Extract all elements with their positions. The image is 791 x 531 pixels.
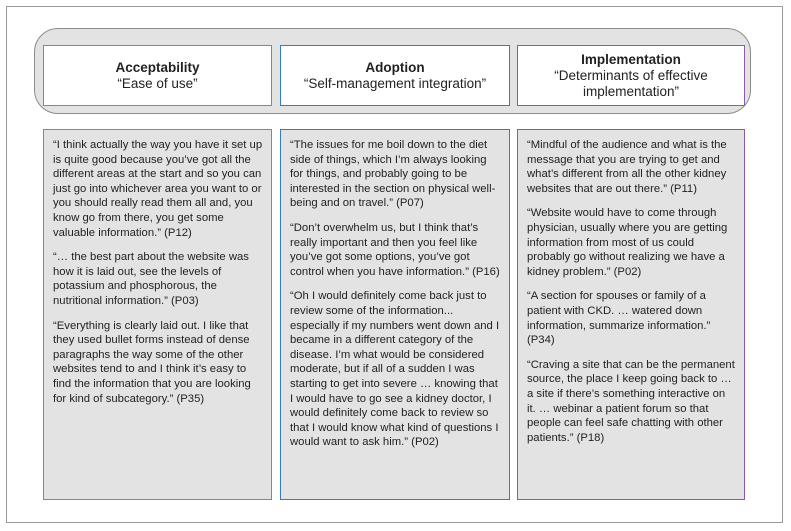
quote: “Website would have to come through physician, usually where you are getting information from most of us could probably go without realizing we have a kidney problem.” (P02) — [527, 207, 728, 278]
header-title: Acceptability — [115, 59, 200, 75]
quote: “Craving a site that can be the permanent source, the place I keep going back to … a site if there’s something interactive on it. … webinar a patient forum so that people can feel safe chatting with other patients.” (P18) — [527, 358, 735, 444]
quote: “I think actually the way you have it set up is quite good because you’ve got all the different areas at the start and so you can just go into whichever area you want to or you should really read them all and, you know go from there, you get some valuable information.” (P12) — [53, 139, 263, 239]
header-implementation — [517, 45, 745, 106]
quotes-implementation — [517, 129, 745, 500]
header-title: Implementation — [581, 51, 681, 67]
header-subtitle: “Determinants of effective implementation” — [554, 67, 708, 99]
header-title: Adoption — [365, 59, 425, 75]
quotes-adoption — [280, 129, 510, 500]
quote: “Mindful of the audience and what is the message that you are trying to get and what’s different from all the other kidney websites that are out there.” (P11) — [527, 139, 727, 195]
header-acceptability — [43, 45, 272, 106]
quote: “Don’t overwhelm us, but I think that’s really important and then you feel like you’ve got some options, you’ve got control when you have information.” (P16) — [290, 221, 500, 278]
quotes-acceptability — [43, 129, 272, 500]
header-subtitle: “Ease of use” — [117, 75, 198, 91]
quote: “Everything is clearly laid out. I like that they used bullet forms instead of dense paragraphs the way some of the other websites tend to and I think it’s easy to find the information that you are looking for kind of subcategory.” (P35) — [53, 319, 251, 405]
quote: “Oh I would definitely come back just to review some of the information... especially if my numbers went down and I became in a different category of the disease. I’m what would be considered moderate, but if all of a sudden I was starting to get into severe … knowing that I would have to go see a kidney doctor, I would definitely come back to review so that I would know what kind of questions I would want to ask him.” (P02) — [290, 290, 500, 449]
quote: “… the best part about the website was how it is laid out, see the levels of potassium and phosphorous, the nutritional information.” (P03) — [53, 251, 249, 307]
quote: “A section for spouses or family of a patient with CKD. … watered down information, summarize information.” (P34) — [527, 290, 711, 347]
header-subtitle: “Self-management integration” — [303, 75, 487, 91]
header-adoption — [280, 45, 510, 106]
quote: “The issues for me boil down to the diet side of things, which I’m always looking for things, and probably going to be interested in the section on physical well-being and on travel.” (P07) — [290, 139, 496, 210]
